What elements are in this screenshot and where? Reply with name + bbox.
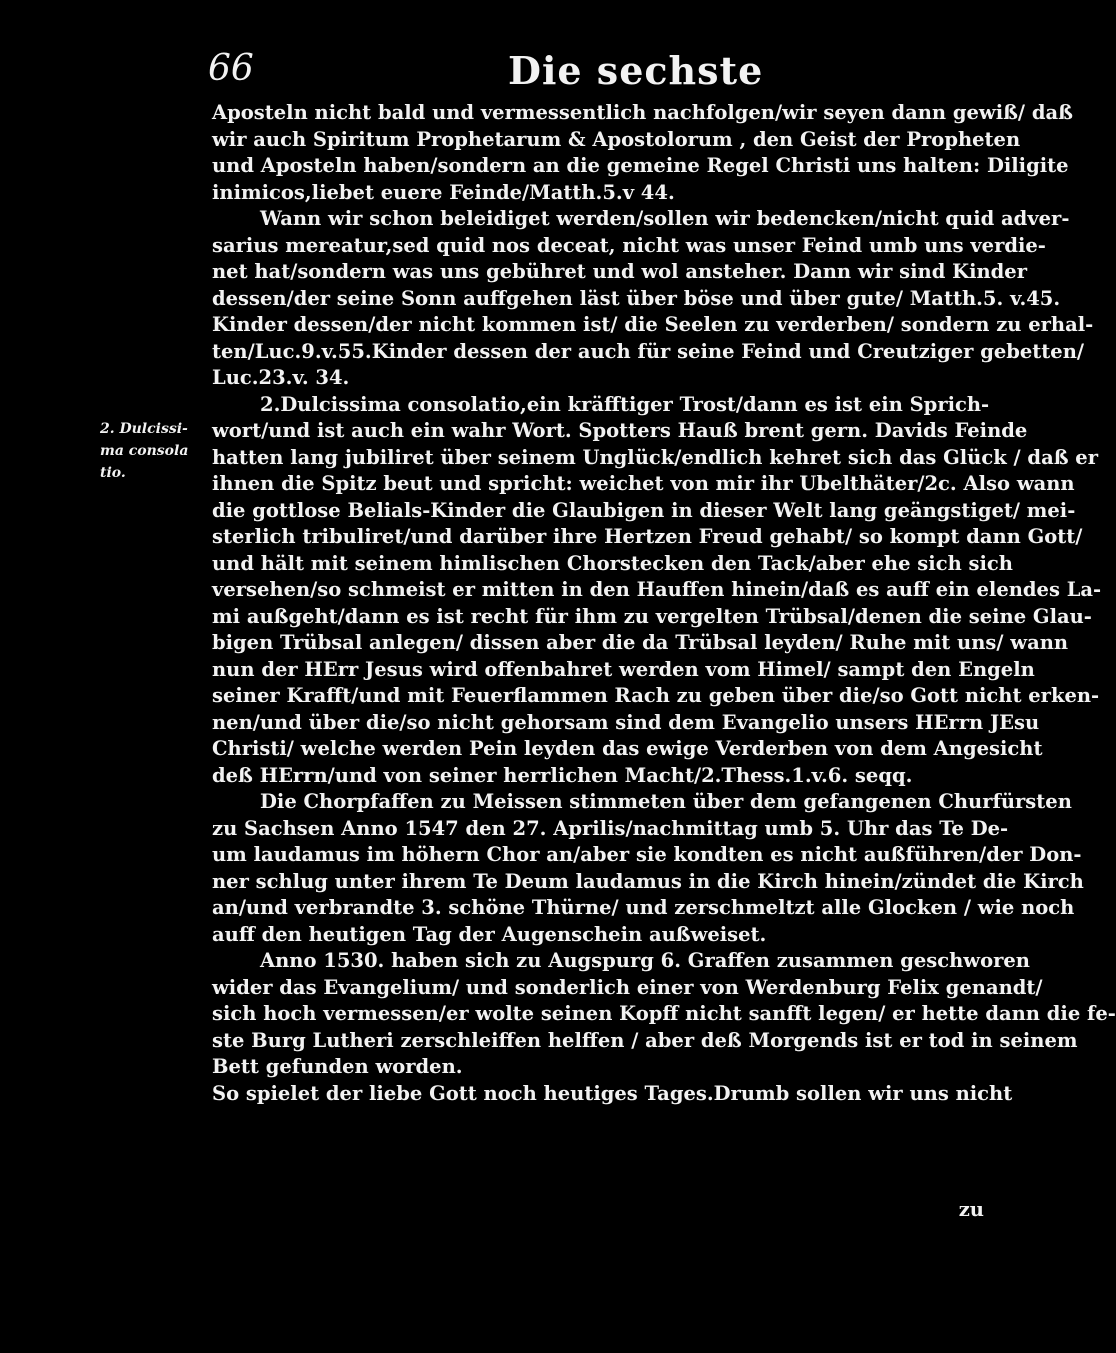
text-line: Aposteln nicht bald und vermessentlich nachfolgen/wir seyen dann gewiß/ daß bbox=[212, 101, 1073, 124]
text-line: ner schlug unter ihrem Te Deum laudamus in die Kirch hinein/zündet die Kirch bbox=[212, 869, 1084, 893]
text-line: ten/Luc.9.v.55.Kinder dessen der auch für seine Feind und Creutziger gebetten/ bbox=[212, 339, 1085, 363]
text-line: sterlich tribuliret/und darüber ihre Hertzen Freud gehabt/ so kompt dann Gott/ bbox=[212, 525, 1083, 548]
catchword: zu bbox=[958, 1198, 984, 1221]
text-line: inimicos,liebet euere Feinde/Matth.5.v 44. bbox=[212, 180, 675, 204]
margin-note-line: 2. Dulcissi- bbox=[100, 421, 188, 437]
page-header bbox=[208, 48, 968, 98]
text-line: mi außgeht/dann es ist recht für ihm zu vergelten Trübsal/denen die seine Glau- bbox=[212, 604, 1092, 628]
text-line: sarius mereatur,sed quid nos deceat, nicht was unser Feind umb uns verdie- bbox=[212, 233, 1046, 257]
text-line: dessen/der seine Sonn auffgehen läst über böse und über gute/ Matth.5. v.45. bbox=[212, 286, 1061, 310]
text-line: 2.Dulcissima consolatio,ein kräfftiger Trost/dann es ist ein Sprich- bbox=[260, 392, 990, 416]
text-line: an/und verbrandte 3. schöne Thürne/ und zerschmeltzt alle Glocken / wie noch bbox=[212, 896, 1075, 919]
text-line: ihnen die Spitz beut und spricht: weichet von mir ihr Ubelthäter/2c. Also wann bbox=[212, 472, 1075, 495]
text-line: hatten lang jubiliret über seinem Unglück/endlich kehret sich das Glück / daß er bbox=[212, 445, 1098, 469]
text-line: Die Chorpfaffen zu Meissen stimmeten über dem gefangenen Churfürsten bbox=[260, 790, 1072, 813]
text-line: sich hoch vermessen/er wolte seinen Kopff nicht sanfft legen/ er hette dann die fe- bbox=[212, 1002, 1116, 1025]
text-line: nun der HErr Jesus wird offenbahret werden vom Himel/ sampt den Engeln bbox=[212, 657, 1035, 681]
running-head: Die sechste bbox=[508, 48, 764, 93]
margin-note bbox=[100, 418, 212, 484]
text-line: versehen/so schmeist er mitten in den Hauffen hinein/daß es auff ein elendes La- bbox=[212, 578, 1102, 601]
text-line: Anno 1530. haben sich zu Augspurg 6. Graffen zusammen geschworen bbox=[260, 949, 1030, 972]
text-line: wir auch Spiritum Prophetarum & Apostolorum , den Geist der Propheten bbox=[212, 127, 1021, 151]
text-line: net hat/sondern was uns gebühret und wol ansteher. Dann wir sind Kinder bbox=[212, 260, 1027, 283]
text-line: nen/und über die/so nicht gehorsam sind dem Evangelio unsers HErrn JEsu bbox=[212, 710, 1040, 734]
text-line: die gottlose Belials-Kinder die Glaubigen in dieser Welt lang geängstiget/ mei- bbox=[212, 498, 1076, 522]
margin-note-line: tio. bbox=[100, 465, 126, 481]
body-text bbox=[212, 100, 1116, 1107]
text-line: und Aposteln haben/sondern an die gemeine Regel Christi uns halten: Diligite bbox=[212, 154, 1069, 177]
text-line: um laudamus im höhern Chor an/aber sie kondten es nicht außführen/der Don- bbox=[212, 843, 1082, 866]
text-line: ste Burg Lutheri zerschleiffen helffen / aber deß Morgends ist er tod in seinem bbox=[212, 1028, 1078, 1052]
text-line: Christi/ welche werden Pein leyden das ewige Verderben von dem Angesicht bbox=[212, 737, 1043, 760]
text-line: Kinder dessen/der nicht kommen ist/ die Seelen zu verderben/ sondern zu erhal- bbox=[212, 313, 1094, 336]
text-line: So spielet der liebe Gott noch heutiges Tages.Drumb sollen wir uns nicht bbox=[212, 1081, 1013, 1105]
text-line: Bett gefunden worden. bbox=[212, 1055, 463, 1078]
text-line: seiner Krafft/und mit Feuerflammen Rach zu geben über die/so Gott nicht erken- bbox=[212, 684, 1100, 707]
text-line: zu Sachsen Anno 1547 den 27. Aprilis/nachmittag umb 5. Uhr das Te De- bbox=[212, 816, 1009, 840]
text-line: wort/und ist auch ein wahr Wort. Spotters Hauß brent gern. Davids Feinde bbox=[212, 419, 1028, 442]
text-line: Luc.23.v. 34. bbox=[212, 366, 350, 389]
margin-note-line: ma consola bbox=[100, 443, 189, 459]
text-line: bigen Trübsal anlegen/ dissen aber die da Trübsal leyden/ Ruhe mit uns/ wann bbox=[212, 631, 1069, 654]
text-line: deß HErrn/und von seiner herrlichen Macht/2.Thess.1.v.6. seqq. bbox=[212, 763, 913, 787]
text-line: Wann wir schon beleidiget werden/sollen wir bedencken/nicht quid adver- bbox=[260, 207, 1070, 230]
text-line: auff den heutigen Tag der Augenschein außweiset. bbox=[212, 922, 767, 946]
text-line: wider das Evangelium/ und sonderlich einer von Werdenburg Felix genandt/ bbox=[212, 975, 1043, 999]
text-line: und hält mit seinem himlischen Chorstecken den Tack/aber ehe sich sich bbox=[212, 551, 1013, 575]
page-number: 66 bbox=[208, 48, 254, 89]
